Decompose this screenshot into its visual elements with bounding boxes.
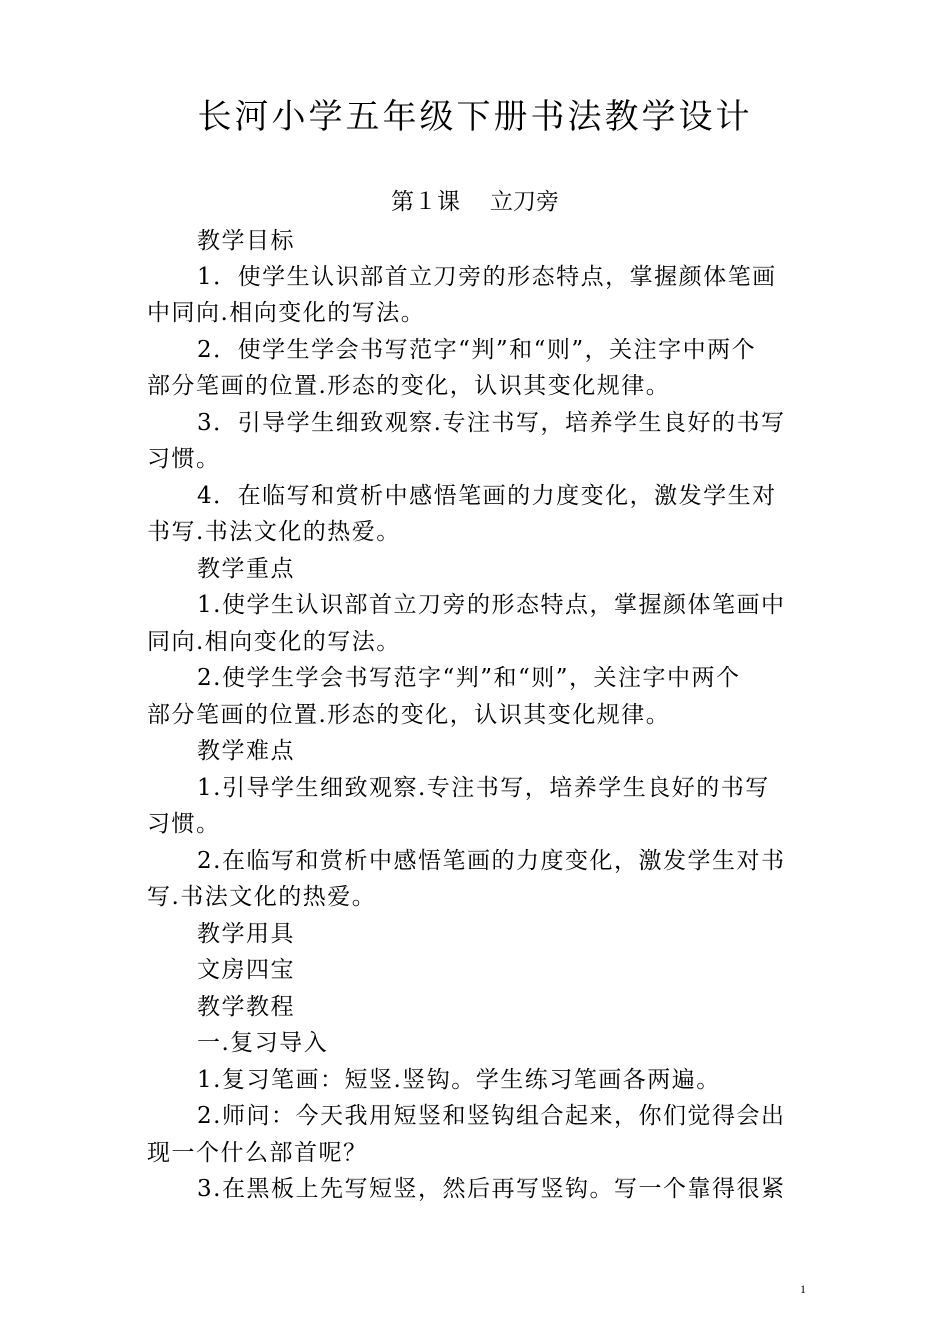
section-heading-materials: 教学用具 bbox=[197, 921, 295, 947]
lesson-number: 第１课 bbox=[391, 189, 460, 215]
paragraph-line: 一.复习导入 bbox=[197, 1030, 329, 1056]
paragraph-line: 2.在临写和赏析中感悟笔画的力度变化，激发学生对书 bbox=[197, 848, 786, 874]
paragraph-line: 4．在临写和赏析中感悟笔画的力度变化，激发学生对 bbox=[197, 483, 777, 509]
paragraph-line: 2.师问：今天我用短竖和竖钩组合起来，你们觉得会出 bbox=[197, 1103, 786, 1129]
paragraph-line: 习惯。 bbox=[147, 811, 221, 837]
paragraph-line: 文房四宝 bbox=[197, 957, 295, 983]
paragraph-line: 1.使学生认识部首立刀旁的形态特点，掌握颜体笔画中 bbox=[197, 592, 786, 618]
paragraph-line: 现一个什么部首呢？ bbox=[147, 1140, 368, 1166]
paragraph-line: 写.书法文化的热爱。 bbox=[147, 884, 377, 910]
paragraph-line: 1.复习笔画：短竖.竖钩。学生练习笔画各两遍。 bbox=[197, 1067, 721, 1093]
section-heading-difficulties: 教学难点 bbox=[197, 738, 295, 764]
paragraph-line: 习惯。 bbox=[147, 446, 221, 472]
lesson-name: 立刀旁 bbox=[490, 189, 559, 215]
paragraph-line: 书写.书法文化的热爱。 bbox=[147, 519, 401, 545]
page-title: 长河小学五年级下册书法教学设计 bbox=[197, 97, 753, 137]
paragraph-line: 同向.相向变化的写法。 bbox=[147, 629, 401, 655]
paragraph-line: 部分笔画的位置.形态的变化，认识其变化规律。 bbox=[147, 373, 671, 399]
paragraph-line: 3．引导学生细致观察.专注书写，培养学生良好的书写 bbox=[197, 410, 786, 436]
section-heading-objectives: 教学目标 bbox=[197, 228, 295, 254]
section-heading-procedure: 教学教程 bbox=[197, 994, 295, 1020]
paragraph-line: 2.使学生学会书写范字“判”和“则”，关注字中两个 bbox=[197, 665, 741, 691]
lesson-heading bbox=[0, 184, 950, 220]
paragraph-line: 部分笔画的位置.形态的变化，认识其变化规律。 bbox=[147, 702, 671, 728]
paragraph-line: 1．使学生认识部首立刀旁的形态特点，掌握颜体笔画 bbox=[197, 264, 777, 290]
page-number: 1 bbox=[800, 1282, 806, 1296]
paragraph-line: 1.引导学生细致观察.专注书写，培养学生良好的书写 bbox=[197, 775, 770, 801]
paragraph-line: 2．使学生学会书写范字“判”和“则”，关注字中两个 bbox=[197, 337, 757, 363]
paragraph-line: 3.在黑板上先写短竖，然后再写竖钩。写一个靠得很紧 bbox=[197, 1176, 786, 1202]
paragraph-line: 中同向.相向变化的写法。 bbox=[147, 300, 426, 326]
section-heading-key-points: 教学重点 bbox=[197, 556, 295, 582]
